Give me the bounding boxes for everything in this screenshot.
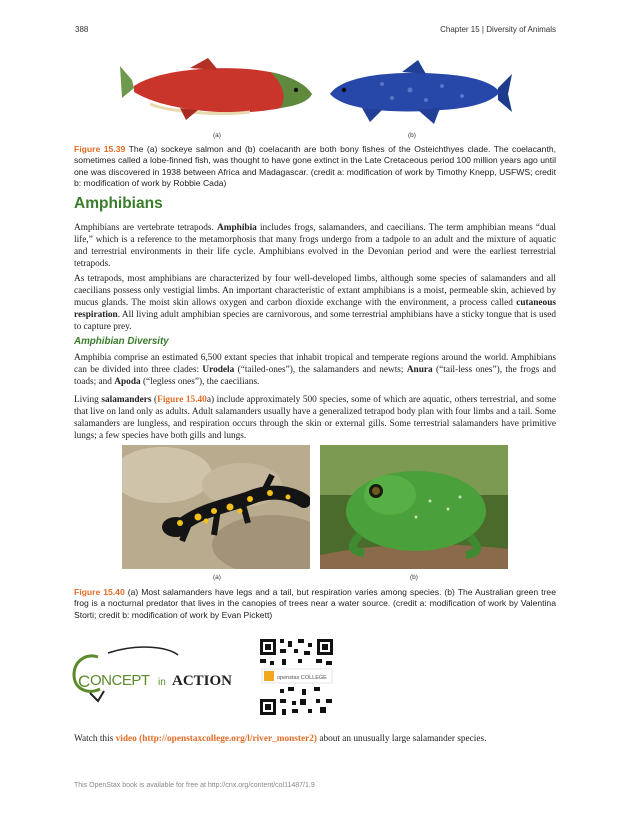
text-run: Living bbox=[74, 395, 102, 405]
watch-video-line bbox=[74, 734, 564, 744]
figure-15-39-label: Figure 15.39 bbox=[74, 144, 126, 154]
section-heading: Amphibians bbox=[74, 195, 163, 212]
figure-15-40-label: Figure 15.40 bbox=[74, 587, 125, 597]
text-run: (“tailed-ones”), the salamanders and newts; bbox=[234, 365, 407, 376]
text-run: Amphibians are vertebrate tetrapods. bbox=[74, 223, 218, 233]
text-run: Watch this bbox=[74, 734, 116, 744]
green-tree-frog-image bbox=[320, 445, 508, 569]
salamander-image bbox=[122, 445, 310, 569]
figure-15-39-caption-text: The (a) sockeye salmon and (b) coelacanth are both bony fishes of the Osteichthyes clade. The coelacanth, sometimes called a lobe-finned fish, was thought to have gone extinct in the Late Cretaceous period 100 million years ago until one was discovered in 1938 between Africa and Madagascar. (credit a: modification of work by Timothy Knepp, USFWS; credit b: modification of work by Robbie Cada) bbox=[74, 144, 556, 189]
svg-text:ACTION: ACTION bbox=[172, 673, 233, 689]
figure-15-40-caption bbox=[74, 587, 556, 621]
figure-15-40-link[interactable]: Figure 15.40 bbox=[157, 395, 207, 405]
figure-15-39-sublabel-b: (b) bbox=[408, 132, 416, 139]
video-link[interactable]: video (http://openstaxcollege.org/l/river_monster2) bbox=[115, 734, 317, 744]
svg-text:ONCEPT: ONCEPT bbox=[90, 672, 150, 689]
svg-text:openstax COLLEGE: openstax COLLEGE bbox=[277, 675, 327, 681]
term-anura: Anura bbox=[406, 365, 433, 376]
term-urodela: Urodela bbox=[202, 365, 235, 376]
amphibians-paragraph-2 bbox=[74, 273, 556, 333]
diversity-paragraph-2 bbox=[74, 394, 556, 442]
svg-text:in: in bbox=[158, 677, 166, 688]
concept-in-action-logo bbox=[68, 645, 238, 705]
text-run: As tetrapods, most amphibians are characterized by four well-developed limbs, although some species of salamanders and all caecilians possess only vestigial limbs. An important characteristic of extant amphibians is a moist, permeable skin, achieved by mucus glands. The moist skin allows oxygen and carbon dioxide exchange with the environment, a process called bbox=[74, 274, 556, 309]
term-cutaneous-respiration: cutaneous respiration bbox=[74, 298, 556, 321]
figure-15-39-caption bbox=[74, 144, 556, 190]
subsection-heading: Amphibian Diversity bbox=[74, 336, 169, 347]
amphibians-paragraph-1 bbox=[74, 222, 556, 270]
term-salamanders: salamanders bbox=[101, 395, 152, 405]
term-amphibia: Amphibia bbox=[217, 223, 257, 233]
text-run: a) include approximately 500 species, some of which are aquatic, others terrestrial, and some that live on land only as adults. Adult salamanders usually have a generalized tetrapod body plan with four limbs and a tail. Some salamanders are lungless, and respiration occurs through the skin or external gills. Some terrestrial salamanders have primitive lungs; a few species have both gills and lungs. bbox=[74, 395, 556, 442]
text-run: . All living adult amphibian species are carnivorous, and some terrestrial amphibians have a sticky tongue that is used to capture prey. bbox=[74, 310, 556, 333]
figure-15-39-sublabel-a: (a) bbox=[213, 132, 221, 139]
page-number: 388 bbox=[75, 25, 89, 34]
term-apoda: Apoda bbox=[114, 377, 141, 388]
text-run: ( bbox=[151, 395, 158, 405]
figure-15-40-caption-text: (a) Most salamanders have legs and a tail, but respiration varies among species. (b) The Australian green tree frog is a nocturnal predator that lives in the canopies of trees near a water source. (credit a: modification of work by Valentina Storti; credit b: modification of work by Evan Pickett) bbox=[74, 587, 556, 620]
text-run: Amphibia comprise an estimated 6,500 extant species that inhabit tropical and temperate regions around the world. Amphibians can be divided into three clades: bbox=[74, 353, 556, 376]
text-run: about an unusually large salamander species. bbox=[317, 734, 487, 744]
figure-15-40-sublabel-a: (a) bbox=[213, 574, 221, 581]
page-footer: This OpenStax book is available for free at http://cnx.org/content/col11487/1.9 bbox=[74, 782, 315, 789]
svg-text:C: C bbox=[78, 672, 91, 691]
text-run: (“tail-less ones”), the frogs and toads; and bbox=[74, 365, 556, 388]
running-header: Chapter 15 | Diversity of Animals bbox=[440, 25, 556, 34]
figure-15-40-sublabel-b: (b) bbox=[410, 574, 418, 581]
text-run: (“legless ones”), the caecilians. bbox=[140, 377, 260, 388]
sockeye-salmon-image bbox=[120, 58, 320, 128]
diversity-paragraph-1 bbox=[74, 352, 556, 388]
coelacanth-image bbox=[322, 60, 512, 128]
qr-code-image bbox=[258, 637, 335, 717]
text-run: includes frogs, salamanders, and caecilians. The term amphibian means “dual life,” which is a reference to the metamorphosis that many frogs undergo from a tadpole to an adult and the mixture of aquatic and terrestrial environments in their life cycle. Amphibians evolved in the Devonian period and were the earliest terrestrial tetrapods. bbox=[74, 223, 556, 270]
